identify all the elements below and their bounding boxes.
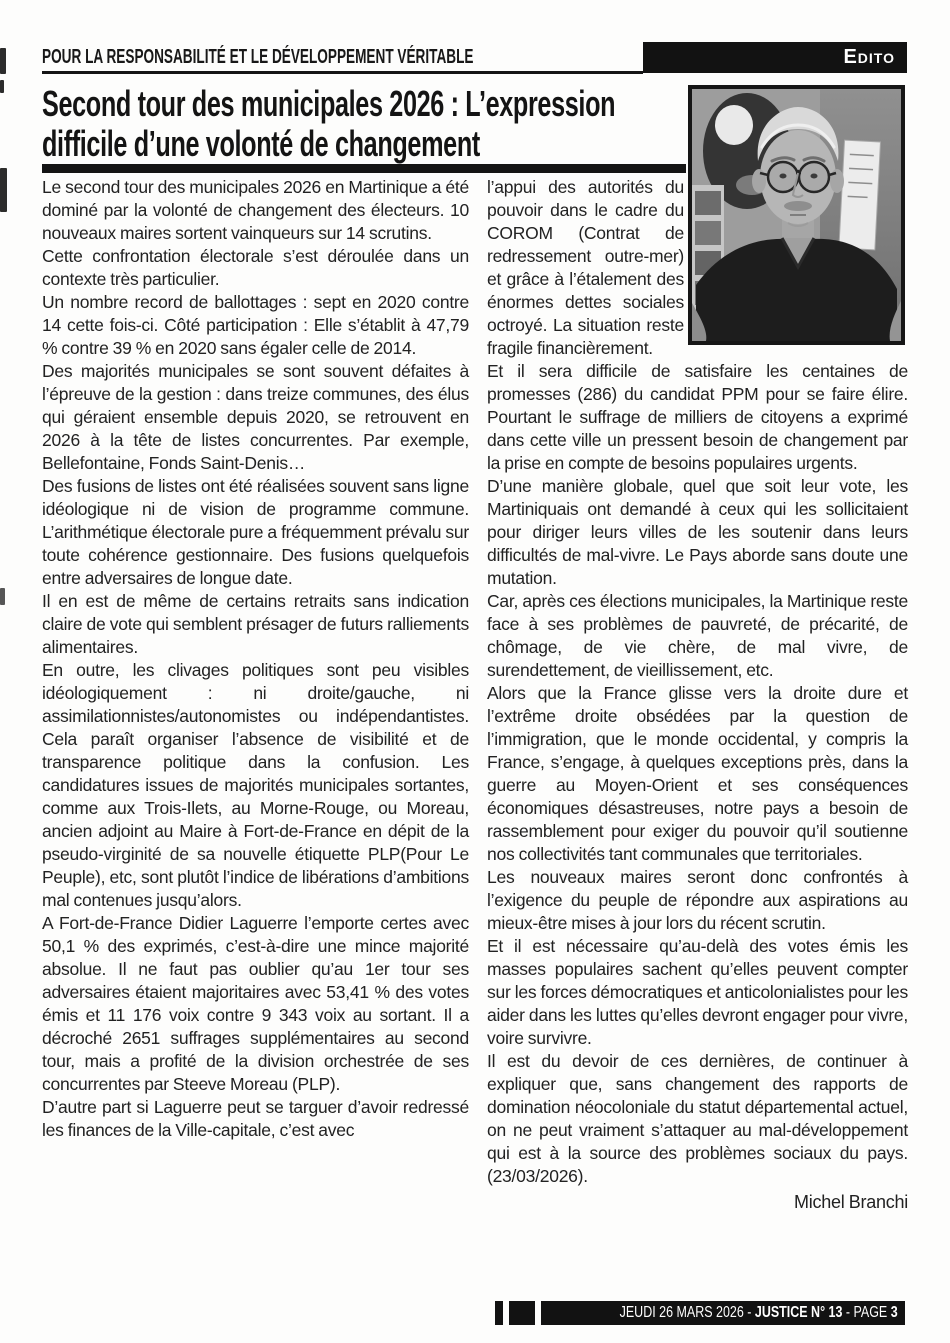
paragraph: A Fort-de-France Didier Laguerre l’emporte certes avec 50,1 % des exprimés, c’est-à-dire une mince majorité absolue. Il ne faut pas oublier qu’au 1er tour ses adversaires étaient majoritaires avec 53,41 % des votes émis et 11 176 voix contre 9 343 voix au sortant. Il a décroché 2651 suffrages supplémentaires au second tour, mais a profité de la division orchestrée de ses concurrentes par Steeve Moreau (PLP). <box>42 913 469 1094</box>
footer-journal: JUSTICE N° 13 <box>754 1304 842 1321</box>
title-line-2: difficile d’une volonté de changement <box>42 123 480 164</box>
paragraph: Alors que la France glisse vers la droite dure et l’extrême droite obsédées par la question de l’immigration, que le monde occidental, y compris la France, s’engage, à quelques exceptions près, dans la guerre au Moyen-Orient et ses conséquences économiques désastreuses, notre pays a besoin de rassemblement pour exiger du pouvoir qu’il soutienne nos collectivités tant communales que territoriales. <box>487 683 908 864</box>
footer-bar <box>541 1301 905 1325</box>
scan-artifact <box>0 80 4 93</box>
footer-text <box>619 1301 905 1325</box>
title-rule <box>42 164 686 173</box>
article-column-2 <box>487 176 908 1214</box>
paragraph: Un nombre record de ballottages : sept en 2020 contre 14 cette fois-ci. Côté participation : Elle s’établit à 47,79 % contre 39 % en 2020 sans égaler celle de 2014. <box>42 292 469 358</box>
footer-block <box>495 1301 503 1325</box>
paragraph: En outre, les clivages politiques sont peu visibles idéologiquement : ni droite/gauche, ni assimilationnistes/autonomistes ou indépendantistes. Cela paraît organiser l’absence de visibilité et de transparence politique dans la confusion. Les candidatures issues de majorités municipales sortantes, comme aux Trois-Ilets, au Morne-Rouge, ou Moreau, ancien adjoint au Maire à Fort-de-France en dépit de la pseudo-virginité de sa nouvelle étiquette PLP(Pour Le Peuple), etc, sont plutôt l’indice de libérations d’ambitions mal contenues jusqu’alors. <box>42 660 469 910</box>
footer-page-label: - PAGE <box>841 1304 891 1321</box>
article-column-1 <box>42 176 469 1142</box>
footer-date: JEUDI 26 MARS 2026 - <box>619 1304 755 1321</box>
footer-page-number: 3 <box>890 1304 898 1321</box>
paragraph: Car, après ces élections municipales, la Martinique reste face à ses problèmes de pauvreté, de précarité, de chômage, de vie chère, de mal vivre, de surendettement, de vieillissement, etc. <box>487 591 908 680</box>
paragraph: Le second tour des municipales 2026 en Martinique a été dominé par la volonté de changement des électeurs. 10 nouveaux maires sortent vainqueurs sur 14 scrutins. <box>42 177 469 243</box>
paragraph: D’autre part si Laguerre peut se targuer d’avoir redressé les finances de la Ville-capitale, c’est avec <box>42 1097 469 1140</box>
paragraph: Cette confrontation électorale s’est déroulée dans un contexte très particulier. <box>42 246 469 289</box>
paragraph: Et il sera difficile de satisfaire les centaines de promesses (286) du candidat PPM pour se faire élire. Pourtant le suffrage de milliers de citoyens a exprimé dans cette ville un pressent besoin de changement par la prise en compte de besoins populaires urgents. <box>487 361 908 473</box>
scan-artifact <box>0 48 6 74</box>
paragraph: Et il est nécessaire qu’au-delà des votes émis les masses populaires sachent qu’elles peuvent compter sur les forces démocratiques et anticolonialistes pour les aider dans les luttes qu’elles devront engager pour vivre, voire survivre. <box>487 936 908 1048</box>
paragraph: Des fusions de listes ont été réalisées souvent sans ligne idéologique ni de vision de programme commune. L’arithmétique électorale pure a fréquemment prévalu sur toute cohérence gestionnaire. Des fusions quelquefois entre adversaires de longue date. <box>42 476 469 588</box>
photo-wrap-spacer <box>684 176 908 358</box>
author-signature: Michel Branchi <box>793 1192 908 1212</box>
footer-block <box>509 1301 535 1325</box>
kicker-rule <box>42 71 643 74</box>
paragraph: D’une manière globale, quel que soit leur vote, les Martiniquais ont demandé à ceux qui les sollicitaient pour diriger leurs villes de les soutenir dans leurs difficultés de mal-vivre. Le Pays aborde sans doute une mutation. <box>487 476 908 588</box>
scan-artifact <box>0 168 7 212</box>
kicker: POUR LA RESPONSABILITÉ ET LE DÉVELOPPEMENT VÉRITABLE <box>42 46 474 68</box>
title-line-1: Second tour des municipales 2026 : L’expression <box>42 83 616 124</box>
paragraph: Il en est de même de certains retraits sans indication claire de vote qui semblent présager de futurs ralliements alimentaires. <box>42 591 469 657</box>
edito-label: EDITO <box>843 45 895 68</box>
paragraph: Il est du devoir de ces dernières, de continuer à expliquer que, sans changement des rapports de domination néocoloniale du statut départemental actuel, on ne peut vraiment s’attaquer au mal-développement qui est à la source des problèmes sociaux du pays. (23/03/2026). <box>487 1051 908 1186</box>
edito-badge <box>643 42 907 73</box>
paragraph: l’appui des autorités du pouvoir dans le cadre du COROM (Contrat de redressement outre-mer) et grâce à l’étalement des énormes dettes sociales octroyé. La situation reste fragile financièrement. <box>487 177 684 358</box>
paragraph: Des majorités municipales se sont souvent défaites à l’épreuve de la gestion : dans treize communes, des élus qui géraient ensemble depuis 2020, se retrouvent en 2026 à la tête de listes concurrentes. Par exemple, Bellefontaine, Fonds Saint-Denis… <box>42 361 469 473</box>
paragraph: Les nouveaux maires seront donc confrontés à l’exigence du peuple de répondre aux aspirations au mieux-être mises à jour lors du récent scrutin. <box>487 867 908 933</box>
scan-artifact <box>0 588 5 605</box>
